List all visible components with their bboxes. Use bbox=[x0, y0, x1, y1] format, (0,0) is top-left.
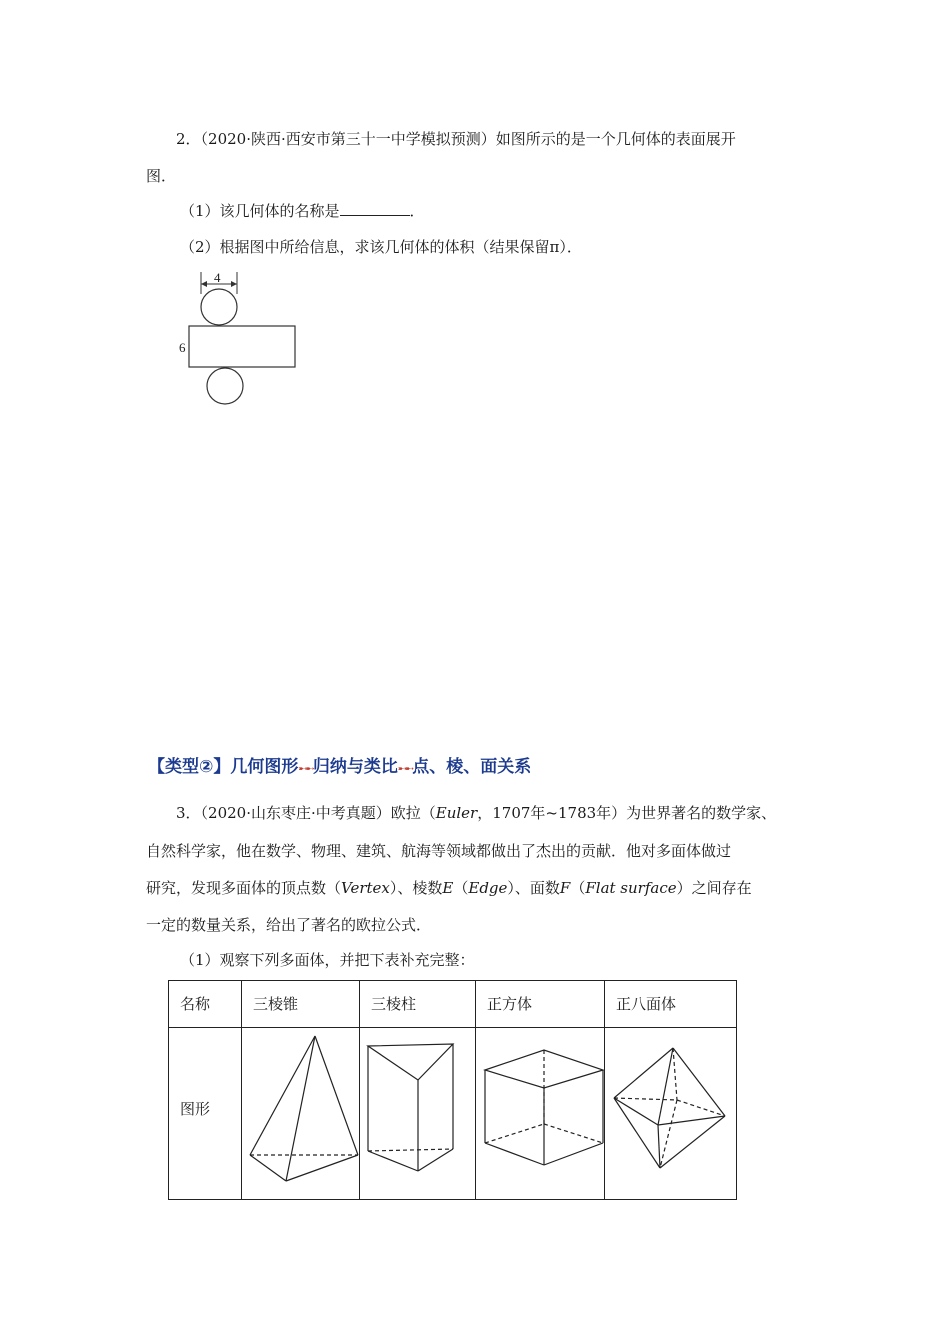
q3-line2: 自然科学家，他在数学、物理、建筑、航海等领域都做出了杰出的贡献．他对多面体做过 bbox=[146, 842, 732, 860]
table-cell bbox=[360, 981, 476, 1028]
q3-line3-b: ）、棱数 bbox=[389, 879, 443, 897]
name-header: 名称 bbox=[180, 995, 211, 1013]
q3-line3 bbox=[146, 878, 752, 898]
q2-part2: （2）根据图中所给信息，求该几何体的体积（结果保留π）． bbox=[180, 238, 582, 256]
table-cell bbox=[605, 1028, 737, 1200]
dim-arrow-right bbox=[231, 281, 237, 287]
table-cell bbox=[476, 1028, 605, 1200]
triangular-prism-label: 三棱柱 bbox=[371, 995, 417, 1013]
table-cell bbox=[169, 1028, 242, 1200]
triangular-pyramid-label: 三棱锥 bbox=[253, 995, 299, 1013]
q3-line3-a: 研究，发现多面体的顶点数（ bbox=[146, 879, 342, 897]
q3-e: E bbox=[442, 879, 454, 897]
polyhedra-table bbox=[168, 980, 737, 1200]
q3-vertex: Vertex bbox=[341, 879, 390, 897]
cube-label: 正方体 bbox=[487, 995, 533, 1013]
q3-line3-e2: （ bbox=[570, 879, 586, 897]
q3-part1: （1）观察下列多面体，并把下表补充完整： bbox=[180, 951, 475, 969]
q3-flat-surface: Flat surface bbox=[585, 879, 677, 897]
height-label: 6 bbox=[179, 340, 186, 355]
q2-part1 bbox=[180, 201, 425, 221]
heading-arrow-2: ➸➸ bbox=[397, 762, 413, 775]
q3-line3-d: ）、面数 bbox=[507, 879, 560, 897]
q2-line2: 图． bbox=[146, 167, 177, 185]
top-circle bbox=[201, 289, 237, 325]
heading-prefix: 【类型②】几何图形 bbox=[148, 757, 299, 777]
q3-line1-a: 3．（2020·山东枣庄·中考真题）欧拉（ bbox=[176, 804, 436, 822]
heading-mid: 归纳与类比 bbox=[312, 757, 398, 777]
q3-f: F bbox=[559, 879, 571, 897]
q2-line1: 2．（2020·陕西·西安市第三十一中学模拟预测）如图所示的是一个几何体的表面展开 bbox=[176, 130, 736, 148]
table-cell bbox=[169, 981, 242, 1028]
octahedron-figure bbox=[605, 1028, 736, 1199]
q3-line3-f2: ）之间存在 bbox=[676, 879, 752, 897]
q3-euler: Euler bbox=[435, 804, 478, 822]
table-cell bbox=[242, 1028, 360, 1200]
q2-part1-prefix: （1）该几何体的名称是 bbox=[180, 202, 340, 220]
table-header-row bbox=[169, 981, 737, 1028]
q3-line1-b: ，1707年~1783年）为世界著名的数学家、 bbox=[477, 804, 777, 822]
bottom-circle bbox=[207, 368, 243, 404]
heading-arrow-1: ➸➸ bbox=[298, 762, 313, 775]
table-cell bbox=[605, 981, 737, 1028]
table-cell bbox=[360, 1028, 476, 1200]
table-figure-row bbox=[169, 1028, 737, 1200]
answer-blank[interactable] bbox=[340, 201, 410, 216]
octahedron-label: 正八面体 bbox=[616, 995, 677, 1013]
table-cell bbox=[476, 981, 605, 1028]
cylinder-net-figure bbox=[172, 268, 312, 410]
lateral-rectangle bbox=[189, 326, 295, 367]
q3-line4: 一定的数量关系，给出了著名的欧拉公式． bbox=[146, 916, 432, 934]
triangular-pyramid-figure bbox=[242, 1028, 359, 1199]
dim-arrow-left bbox=[201, 281, 207, 287]
figure-row-label: 图形 bbox=[180, 1100, 211, 1118]
q3-line1 bbox=[176, 803, 776, 823]
q2-part1-suffix: ． bbox=[409, 202, 425, 220]
q3-line3-c: （ bbox=[453, 879, 469, 897]
q3-edge: Edge bbox=[468, 879, 508, 897]
heading-suffix: 点、棱、面关系 bbox=[412, 757, 532, 777]
section-heading bbox=[148, 752, 531, 777]
width-label: 4 bbox=[214, 270, 221, 285]
cube-figure bbox=[476, 1028, 604, 1199]
triangular-prism-figure bbox=[360, 1028, 475, 1199]
table-cell bbox=[242, 981, 360, 1028]
